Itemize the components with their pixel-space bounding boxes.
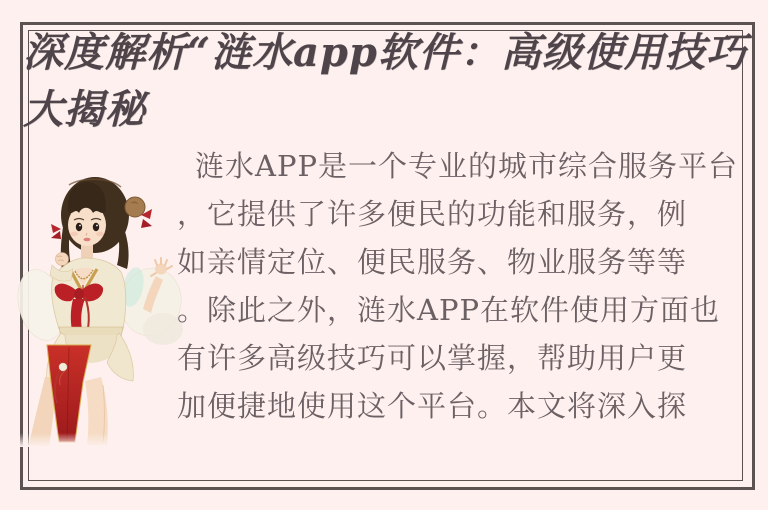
title-line-1: 深度解析“涟水app软件：高级使用技巧 — [23, 29, 747, 76]
article-body — [177, 142, 738, 430]
article-line: 加便捷地使用这个平台。本文将深入探 — [177, 389, 688, 423]
girl-illustration — [15, 137, 185, 447]
article-line: 涟水APP是一个专业的城市综合服务平台 — [195, 149, 738, 183]
article-line: 。除此之外，涟水APP在软件使用方面也 — [177, 293, 720, 327]
article-line: 有许多高级技巧可以掌握，帮助用户更 — [177, 341, 688, 375]
article-line: 如亲情定位、便民服务、物业服务等等 — [177, 245, 688, 279]
title-line-2: 大揭秘 — [23, 86, 146, 133]
article-line: ，它提供了许多便民的功能和服务，例 — [177, 197, 688, 231]
page-title — [23, 24, 747, 138]
girl-illustration-svg — [15, 137, 185, 447]
